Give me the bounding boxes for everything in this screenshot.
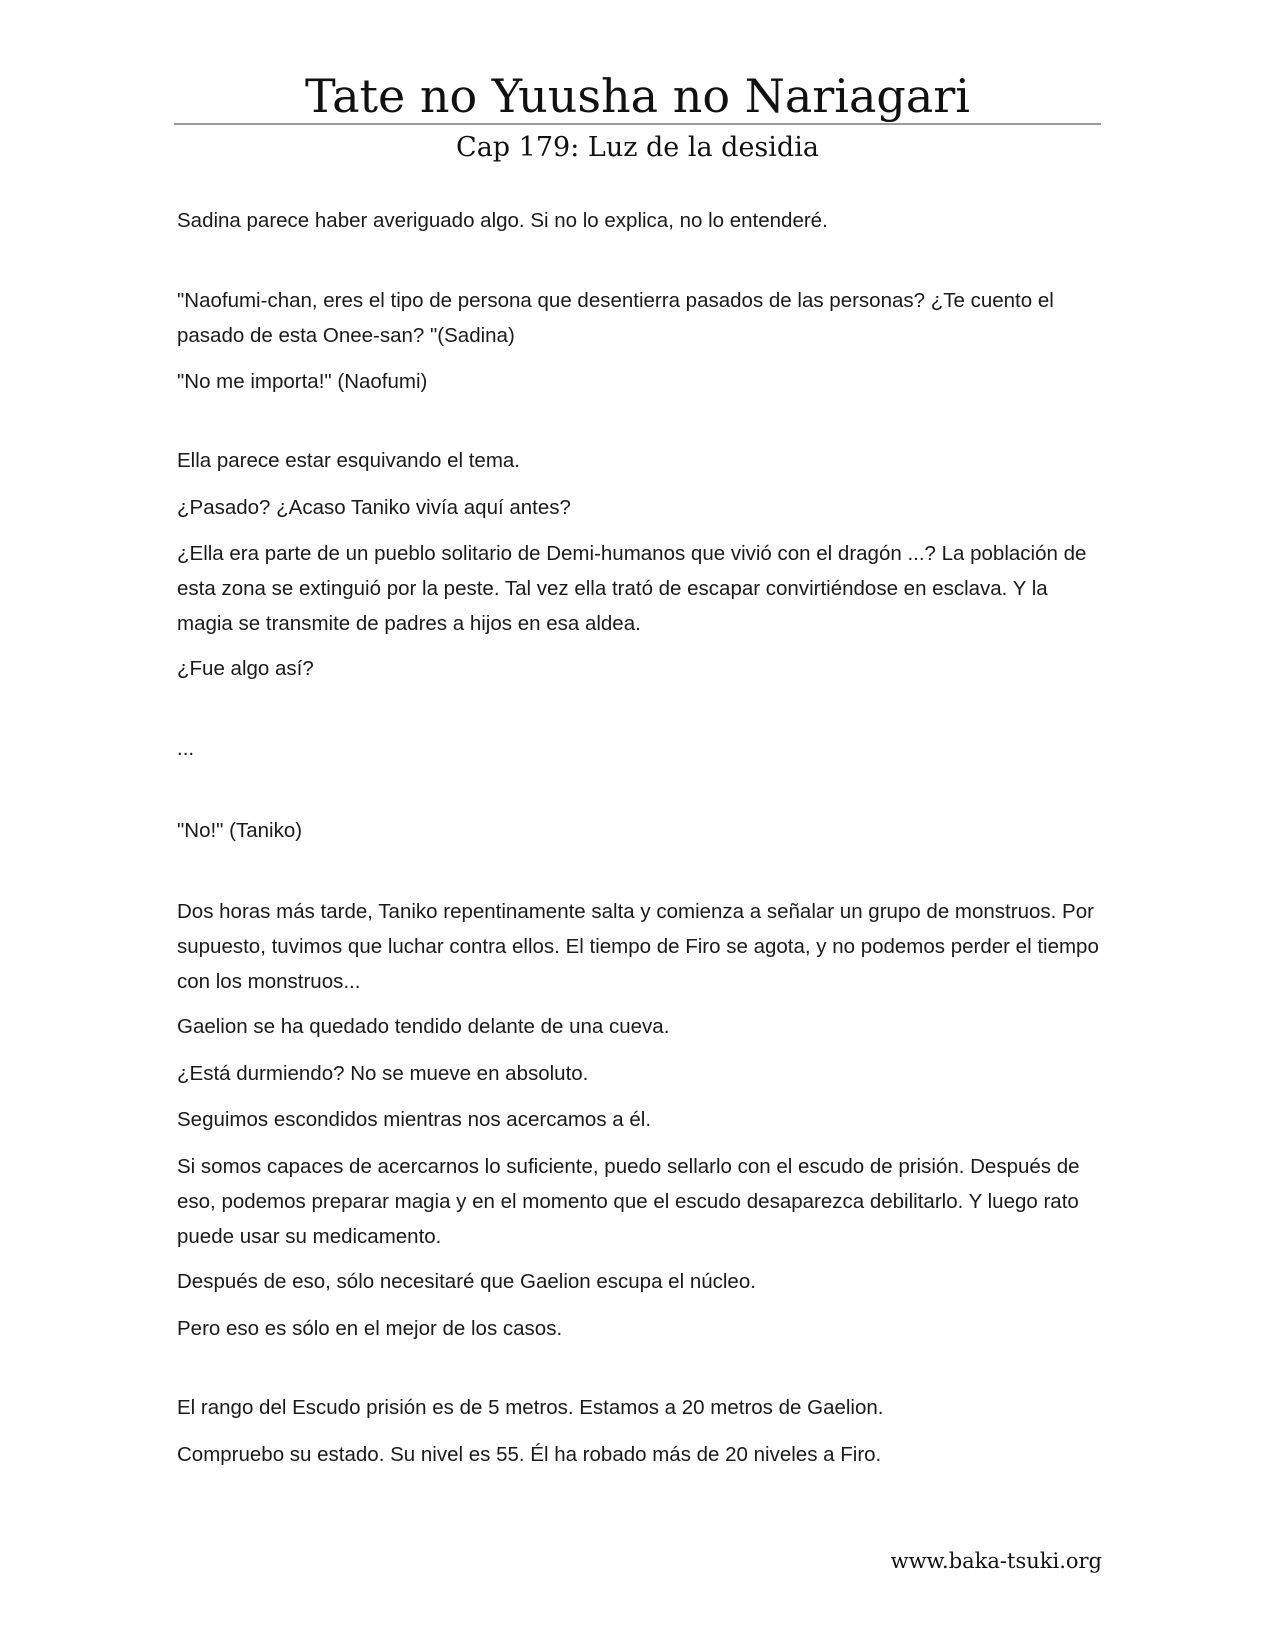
paragraph: ¿Pasado? ¿Acaso Taniko vivía aquí antes? bbox=[177, 496, 571, 519]
paragraph: ¿Ella era parte de un pueblo solitario de Demi-humanos que vivió con el dragón ...? La población de esta zona se extinguió por la peste. Tal vez ella trató de escapar convirtiéndose en esclava. Y la magia se transmite de padres a hijos en esa aldea. bbox=[177, 542, 1087, 635]
paragraph: Sadina parece haber averiguado algo. Si no lo explica, no lo entenderé. bbox=[177, 209, 828, 232]
document-title: Tate no Yuusha no Nariagari bbox=[304, 69, 971, 123]
paragraph: "No me importa!" (Naofumi) bbox=[177, 370, 428, 393]
paragraph: Compruebo su estado. Su nivel es 55. Él ha robado más de 20 niveles a Firo. bbox=[177, 1443, 882, 1466]
paragraph: ¿Está durmiendo? No se mueve en absoluto. bbox=[177, 1062, 589, 1085]
title-divider bbox=[174, 123, 1101, 125]
paragraph: "Naofumi-chan, eres el tipo de persona que desentierra pasados de las personas? ¿Te cuento el pasado de esta Onee-san? "(Sadina) bbox=[177, 289, 1054, 347]
website-footer: www.baka-tsuki.org bbox=[890, 1549, 1102, 1573]
paragraph: Pero eso es sólo en el mejor de los casos. bbox=[177, 1317, 563, 1340]
chapter-subtitle: Cap 179: Luz de la desidia bbox=[456, 132, 819, 163]
paragraph: Gaelion se ha quedado tendido delante de una cueva. bbox=[177, 1015, 670, 1038]
paragraph: El rango del Escudo prisión es de 5 metros. Estamos a 20 metros de Gaelion. bbox=[177, 1396, 884, 1419]
paragraph: Seguimos escondidos mientras nos acercamos a él. bbox=[177, 1108, 652, 1131]
paragraph: Ella parece estar esquivando el tema. bbox=[177, 449, 521, 472]
paragraph: Dos horas más tarde, Taniko repentinamente salta y comienza a señalar un grupo de monstruos. Por supuesto, tuvimos que luchar contra ellos. El tiempo de Firo se agota, y no podemos perder el tiempo con los monstruos... bbox=[177, 900, 1099, 993]
paragraph: "No!" (Taniko) bbox=[177, 819, 303, 842]
paragraph: Después de eso, sólo necesitaré que Gaelion escupa el núcleo. bbox=[177, 1270, 756, 1293]
paragraph: ¿Fue algo así? bbox=[177, 657, 314, 680]
paragraph: Si somos capaces de acercarnos lo suficiente, puedo sellarlo con el escudo de prisión. Después de eso, podemos preparar magia y en el momento que el escudo desaparezca debilitarlo. Y luego rato puede usar su medicamento. bbox=[177, 1155, 1080, 1248]
paragraph: ... bbox=[177, 737, 195, 760]
